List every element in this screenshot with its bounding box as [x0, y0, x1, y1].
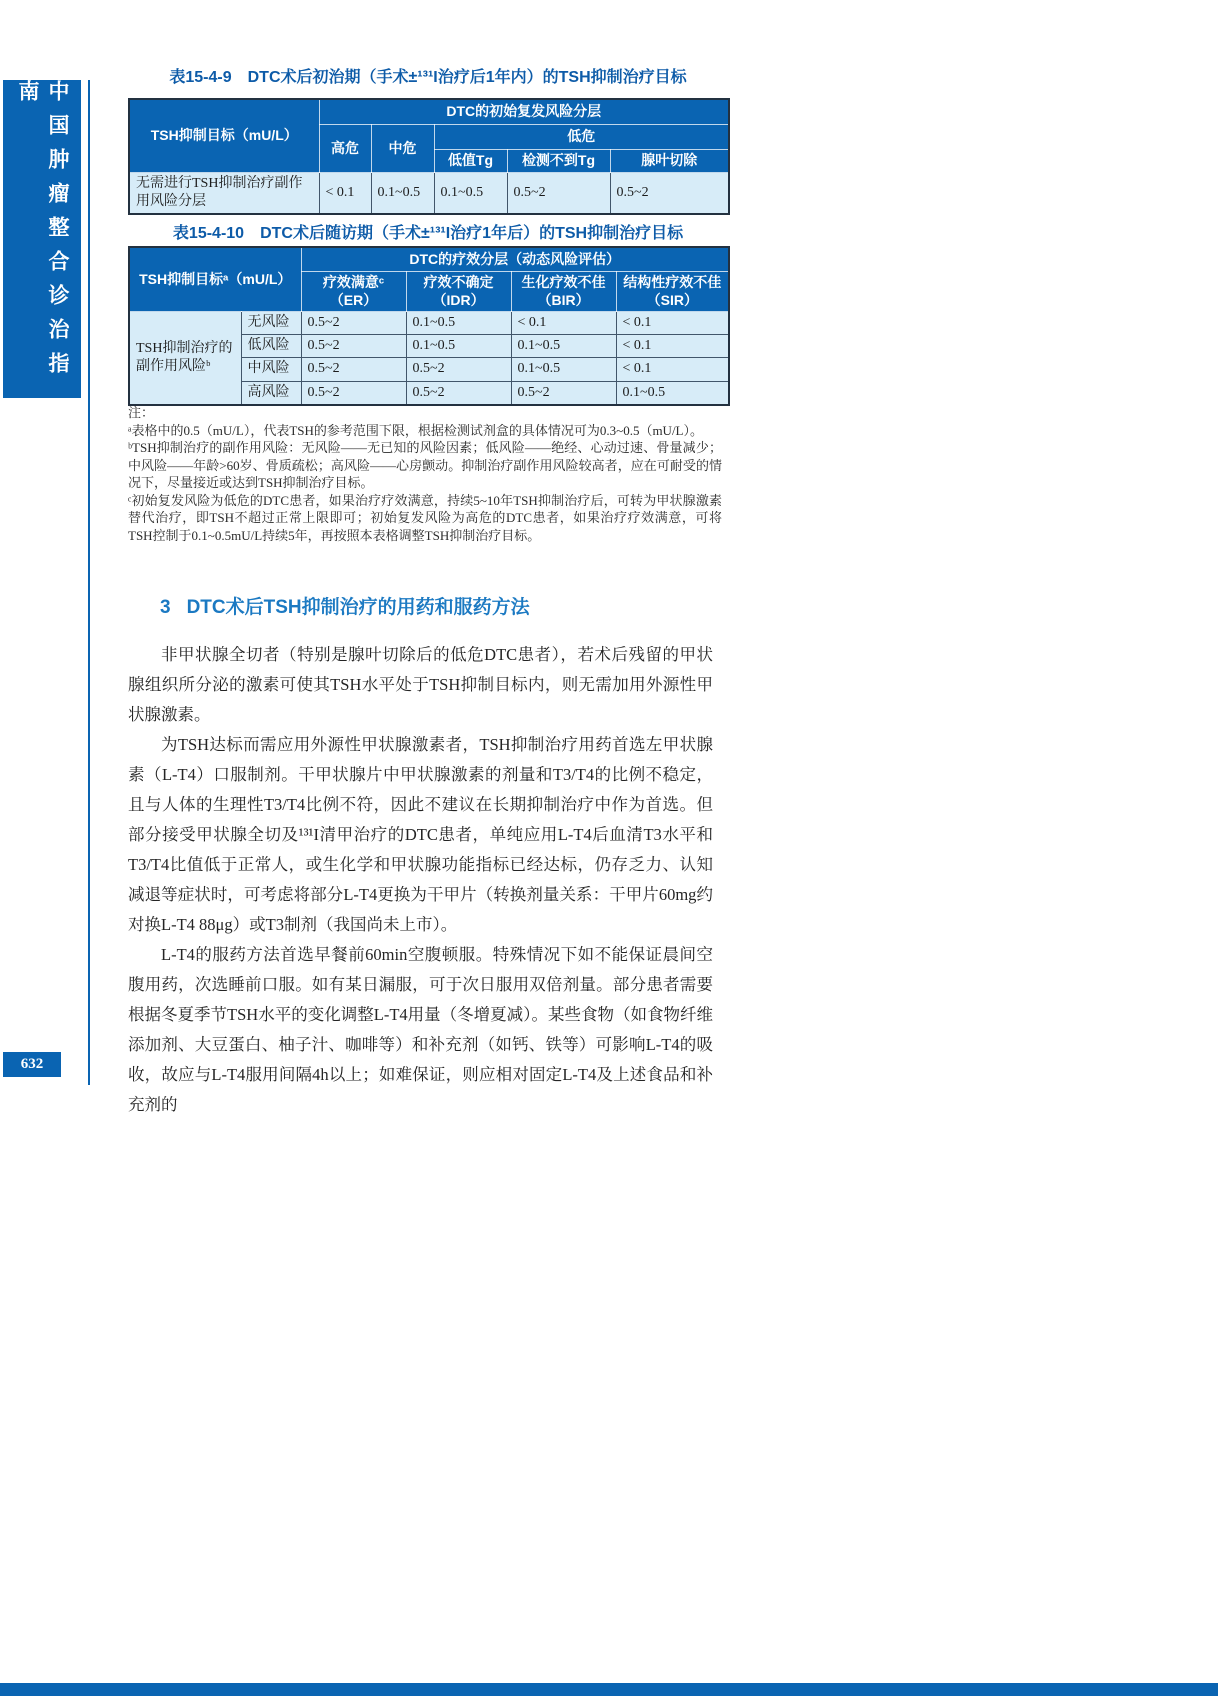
footnote-label: 注： — [128, 405, 155, 420]
table2-col-idr-line2: （IDR） — [432, 291, 485, 308]
table1-value-mid: 0.1~0.5 — [371, 173, 434, 215]
table2-title: 表15-4-10 DTC术后随访期（手术±¹³¹I治疗1年后）的TSH抑制治疗目标 — [172, 225, 684, 242]
table2-col-er-line1: 疗效满意ᶜ — [322, 274, 385, 290]
section-title: DTC术后TSH抑制治疗的用药和服药方法 — [186, 597, 530, 618]
table2-col-idr — [406, 272, 511, 312]
table2-cell: < 0.1 — [616, 358, 729, 381]
table2-cell: < 0.1 — [616, 312, 729, 335]
table2-followup-period — [128, 246, 730, 406]
table2-row-label: 低风险 — [241, 335, 301, 358]
table1-corner-header: TSH抑制目标（mU/L） — [129, 99, 319, 173]
paragraph-3: L-T4的服药方法首选早餐前60min空腹顿服。特殊情况下如不能保证晨间空腹用药，次选睡前口服。如有某日漏服，可于次日服用双倍剂量。部分患者需要根据冬夏季节TSH水平的变化调整L-T4用量（冬增夏减）。某些食物（如食物纤维添加剂、大豆蛋白、柚子汁、咖啡等）和补充剂（如钙、铁等）可影响L-T4的吸收，故应与L-T4服用间隔4h以上；如难保证，则应相对固定L-T4及上述食品和补充剂的 — [128, 945, 713, 1114]
table1-group-header: DTC的初始复发风险分层 — [319, 99, 729, 125]
table2-col-bir — [511, 272, 616, 312]
footnote-a: ᵃ表格中的0.5（mU/L），代表TSH的参考范围下限，根据检测试剂盒的具体情况可为0.3~0.5（mU/L）。 — [128, 422, 704, 438]
table1-row-label: 无需进行TSH抑制治疗副作用风险分层 — [129, 173, 319, 215]
table1-value-low-tg: 0.1~0.5 — [434, 173, 507, 215]
table2-cell: 0.1~0.5 — [511, 358, 616, 381]
table2-col-er-line2: （ER） — [329, 291, 378, 308]
table2-row-no-risk — [129, 312, 729, 335]
table2-cell: 0.1~0.5 — [511, 335, 616, 358]
table2-col-er — [301, 272, 406, 312]
table2-cell: 0.1~0.5 — [616, 381, 729, 405]
table2-row-label: 无风险 — [241, 312, 301, 335]
table1-value-undetectable-tg: 0.5~2 — [507, 173, 610, 215]
table2-cell: 0.5~2 — [301, 358, 406, 381]
table1-col-lobectomy: 腺叶切除 — [610, 150, 729, 173]
table2-row-label: 高风险 — [241, 381, 301, 405]
table1-value-lobectomy: 0.5~2 — [610, 173, 729, 215]
book-title-vertical: 中国肿瘤整合诊治指南 — [16, 80, 69, 386]
footnote-c: ᶜ初始复发风险为低危的DTC患者，如果治疗疗效满意，持续5~10年TSH抑制治疗后，可转为甲状腺激素替代治疗，即TSH不超过正常上限即可；初始复发风险为高危的DTC患者，如果治疗疗效满意，可将TSH控制于0.1~0.5mU/L持续5年，再按照本表格调整TSH抑制治疗目标。 — [128, 492, 722, 543]
table2-corner-header: TSH抑制目标ᵃ（mU/L） — [129, 247, 301, 312]
table1-col-low-group: 低危 — [434, 125, 729, 150]
section-number: 3 — [160, 597, 171, 618]
table1-col-mid: 中危 — [371, 125, 434, 173]
table2-cell: 0.5~2 — [406, 358, 511, 381]
table2-col-idr-line1: 疗效不确定 — [423, 274, 494, 290]
table2-col-sir — [616, 272, 729, 312]
table2-cell: < 0.1 — [616, 335, 729, 358]
table2-row-label: 中风险 — [241, 358, 301, 381]
page-number-badge: 632 — [3, 1052, 61, 1077]
paragraph-1: 非甲状腺全切者（特别是腺叶切除后的低危DTC患者），若术后残留的甲状腺组织所分泌的激素可使其TSH水平处于TSH抑制目标内，则无需加用外源性甲状腺激素。 — [128, 645, 713, 724]
table2-col-bir-line2: （BIR） — [537, 291, 590, 308]
table2-cell: 0.1~0.5 — [406, 312, 511, 335]
table2-row-group-label: TSH抑制治疗的副作用风险ᵇ — [129, 312, 241, 405]
table1-title: 表15-4-9 DTC术后初治期（手术±¹³¹I治疗后1年内）的TSH抑制治疗目标 — [169, 69, 687, 86]
table-footnotes — [128, 404, 722, 544]
table2-group-header: DTC的疗效分层（动态风险评估） — [301, 247, 729, 272]
section-heading — [160, 592, 530, 619]
table2-cell: 0.5~2 — [406, 381, 511, 405]
table2-cell: 0.1~0.5 — [406, 335, 511, 358]
sidebar-vertical-rule — [88, 80, 90, 1085]
table2-col-sir-line1: 结构性疗效不佳 — [623, 274, 722, 290]
sidebar-book-title-bar — [3, 80, 81, 398]
table2-col-sir-line2: （SIR） — [646, 291, 698, 308]
table2-col-bir-line1: 生化疗效不佳 — [521, 274, 606, 290]
table1-col-low-tg: 低值Tg — [434, 150, 507, 173]
table1-col-undetectable-tg: 检测不到Tg — [507, 150, 610, 173]
paragraph-2: 为TSH达标而需应用外源性甲状腺激素者，TSH抑制治疗用药首选左甲状腺素（L-T4）口服制剂。干甲状腺片中甲状腺激素的剂量和T3/T4的比例不稳定，且与人体的生理性T3/T4比例不符，因此不建议在长期抑制治疗中作为首选。但部分接受甲状腺全切及¹³¹I清甲治疗的DTC患者，单纯应用L-T4后血清T3水平和T3/T4比值低于正常人，或生化学和甲状腺功能指标已经达标，仍存乏力、认知减退等症状时，可考虑将部分L-T4更换为干甲片（转换剂量关系：干甲片60mg约对换L-T4 88μg）或T3制剂（我国尚未上市）。 — [128, 735, 713, 934]
table1-col-high: 高危 — [319, 125, 371, 173]
footnote-b: ᵇTSH抑制治疗的副作用风险：无风险——无已知的风险因素；低风险——绝经、心动过速、骨量减少；中风险——年龄>60岁、骨质疏松；高风险——心房颤动。抑制治疗副作用风险较高者，应在可耐受的情况下，尽量接近或达到TSH抑制治疗目标。 — [128, 440, 722, 490]
table2-cell: 0.5~2 — [301, 335, 406, 358]
table1-initial-period — [128, 98, 730, 215]
table2-cell: 0.5~2 — [301, 381, 406, 405]
table1-value-high: < 0.1 — [319, 173, 371, 215]
table2-cell: 0.5~2 — [511, 381, 616, 405]
table2-cell: 0.5~2 — [301, 312, 406, 335]
table2-cell: < 0.1 — [511, 312, 616, 335]
footer-bar — [0, 1683, 1218, 1696]
body-text — [128, 640, 713, 1120]
